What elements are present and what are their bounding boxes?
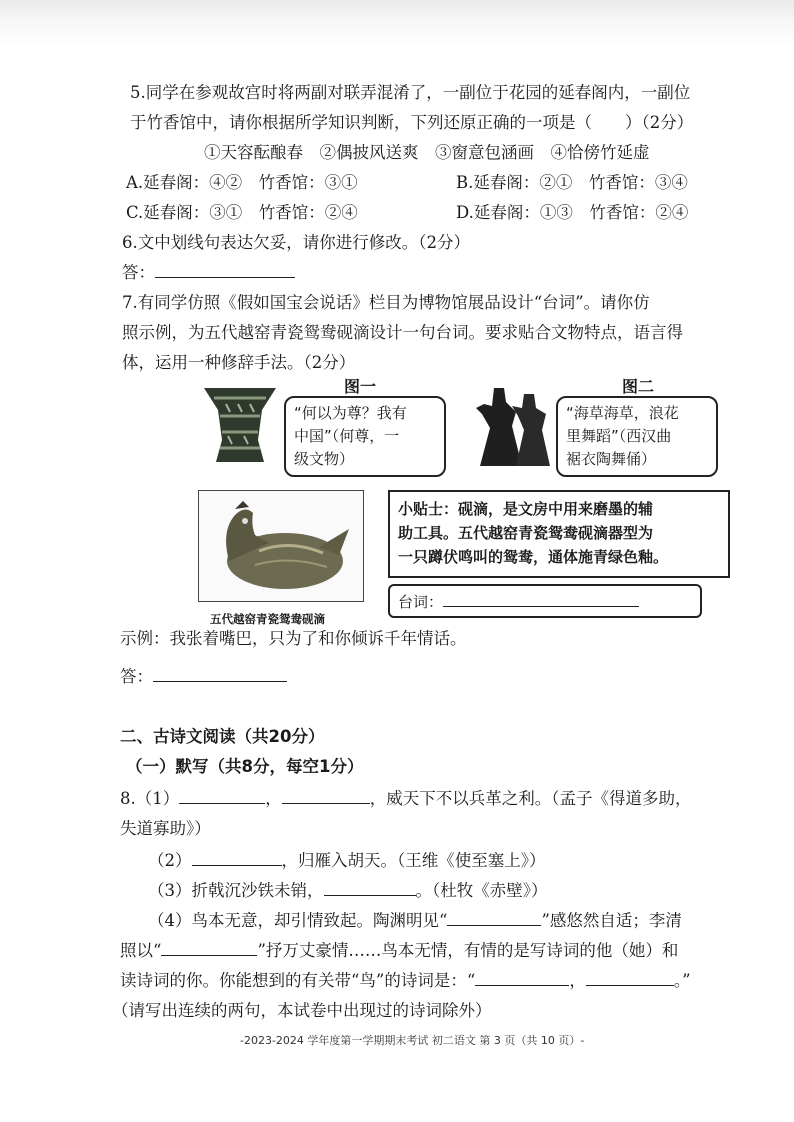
q8-part1-prefix: 8.（1） bbox=[120, 789, 180, 808]
q8-blank-4[interactable] bbox=[324, 877, 416, 896]
fig2-bubble-line: 里舞蹈”（西汉曲 bbox=[566, 427, 672, 445]
q8-part4 bbox=[148, 906, 682, 936]
fig2-bubble-line: 裾衣陶舞俑） bbox=[566, 450, 657, 468]
q8-part3-prefix: （3）折戟沉沙铁未销， bbox=[148, 881, 324, 900]
q8-part4d: （请写出连续的两句，本试卷中出现过的诗词除外） bbox=[112, 1001, 492, 1020]
q7-line2: 照示例，为五代越窑青瓷鸳鸯砚滴设计一句台词。要求贴合文物特点，语言得 bbox=[122, 323, 683, 342]
q5-phrases: ①天容酝酿春 ②偶披风送爽 ③窗意包涵画 ④恰傍竹延虚 bbox=[204, 143, 650, 162]
dancer-figurine-image bbox=[472, 384, 554, 468]
q8-part4-suffix: ”感悠然自适；李清 bbox=[541, 911, 682, 930]
section2-title: 二、古诗文阅读（共20分） bbox=[120, 727, 325, 746]
q8-blank-1[interactable] bbox=[179, 785, 265, 804]
q7-line3: 体，运用一种修辞手法。（2分） bbox=[122, 353, 356, 372]
q8-blank-3[interactable] bbox=[192, 847, 282, 866]
fig2-speech-bubble bbox=[556, 396, 718, 477]
q8-part3 bbox=[148, 876, 548, 906]
q6-answer bbox=[122, 258, 295, 288]
q6-answer-blank[interactable] bbox=[155, 259, 295, 278]
fig2-title: 图二 bbox=[622, 377, 655, 396]
q8-part4c-prefix: 读诗词的你。你能想到的有关带“鸟”的诗词是：“ bbox=[120, 971, 476, 990]
fig1-bubble-line: 级文物） bbox=[294, 450, 355, 468]
q5-line2: 于竹香馆中，请你根据所学知识判断，下列还原正确的一项是（ ）（2分） bbox=[130, 113, 694, 132]
fig1-bubble-line: “何以为尊？我有 bbox=[294, 404, 407, 422]
q8-part4c-suffix: 。” bbox=[673, 971, 691, 990]
scan-edge bbox=[0, 0, 794, 48]
mandarin-duck-inkstone-image bbox=[199, 491, 363, 601]
tip-box bbox=[388, 490, 730, 578]
q7-answer-blank[interactable] bbox=[153, 663, 287, 682]
q8-part1-suffix: ，威天下不以兵革之利。（孟子《得道多助， bbox=[369, 789, 692, 808]
q8-part3-suffix: 。（杜牧《赤壁》） bbox=[415, 881, 548, 900]
q8-blank-8[interactable] bbox=[586, 967, 674, 986]
q8-part2-suffix: ，归雁入胡天。（王维《使至塞上》） bbox=[281, 851, 546, 870]
fig2-bubble-line: “海草海草，浪花 bbox=[566, 404, 679, 422]
fig1-title: 图一 bbox=[344, 377, 377, 396]
q5-line1: 5.同学在参观故宫时将两副对联弄混淆了，一副位于花园的延春阁内，一副位 bbox=[130, 83, 691, 102]
q6-text: 6.文中划线句表达欠妥，请你进行修改。（2分） bbox=[122, 233, 470, 252]
section2-subtitle: （一）默写（共8分，每空1分） bbox=[126, 757, 364, 776]
q8-part4c-sep: ， bbox=[569, 971, 586, 990]
q8-part4b bbox=[120, 936, 678, 966]
q5-option-d[interactable]: D.延春阁：①③ 竹香馆：②④ bbox=[456, 203, 689, 222]
inkstone-photo-frame bbox=[198, 490, 364, 602]
q7-answer bbox=[120, 662, 287, 692]
q8-part4c bbox=[120, 966, 691, 996]
q8-blank-2[interactable] bbox=[282, 785, 370, 804]
q8-part1-cont: 失道寡助》） bbox=[120, 819, 211, 838]
q8-part2-prefix: （2） bbox=[148, 851, 192, 870]
page-footer: -2023-2024 学年度第一学期期末考试 初二语文 第 3 页（共 10 页）- bbox=[240, 1034, 585, 1047]
q8-part1 bbox=[120, 784, 692, 814]
q8-blank-6[interactable] bbox=[161, 937, 257, 956]
line-answer-box bbox=[388, 584, 702, 618]
q8-part4b-prefix: 照以“ bbox=[120, 941, 162, 960]
q8-blank-5[interactable] bbox=[447, 907, 541, 926]
q5-option-b[interactable]: B.延春阁：②① 竹香馆：③④ bbox=[456, 173, 688, 192]
q7-line1: 7.有同学仿照《假如国宝会说话》栏目为博物馆展品设计“台词”。请你仿 bbox=[122, 293, 650, 312]
q8-blank-7[interactable] bbox=[475, 967, 569, 986]
line-answer-blank[interactable] bbox=[443, 588, 639, 607]
q8-part4-prefix: （4）鸟本无意，却引情致起。陶渊明见“ bbox=[148, 911, 448, 930]
q7-answer-label: 答： bbox=[120, 667, 153, 686]
q5-option-c[interactable]: C.延春阁：③① 竹香馆：②④ bbox=[126, 203, 358, 222]
q6-answer-label: 答： bbox=[122, 263, 155, 282]
q5-option-a[interactable]: A.延春阁：④② 竹香馆：③① bbox=[126, 173, 358, 192]
tip-line: 一只蹲伏鸣叫的鸳鸯，通体施青绿色釉。 bbox=[398, 548, 669, 566]
tip-line: 助工具。五代越窑青瓷鸳鸯砚滴器型为 bbox=[398, 524, 654, 542]
q7-example: 示例：我张着嘴巴，只为了和你倾诉千年情话。 bbox=[120, 629, 467, 648]
q8-part1-sep: ， bbox=[265, 789, 282, 808]
he-zun-bronze-image bbox=[200, 384, 280, 466]
q8-part4b-suffix: ”抒万丈豪情……鸟本无情，有情的是写诗词的他（她）和 bbox=[257, 941, 679, 960]
tip-line: 小贴士：砚滴，是文房中用来磨墨的辅 bbox=[398, 500, 654, 518]
q8-part2 bbox=[148, 846, 546, 876]
line-label: 台词： bbox=[398, 593, 444, 611]
fig1-speech-bubble bbox=[284, 396, 446, 477]
inkstone-caption: 五代越窑青瓷鸳鸯砚滴 bbox=[210, 612, 325, 626]
fig1-bubble-line: 中国”（何尊，一 bbox=[294, 427, 400, 445]
